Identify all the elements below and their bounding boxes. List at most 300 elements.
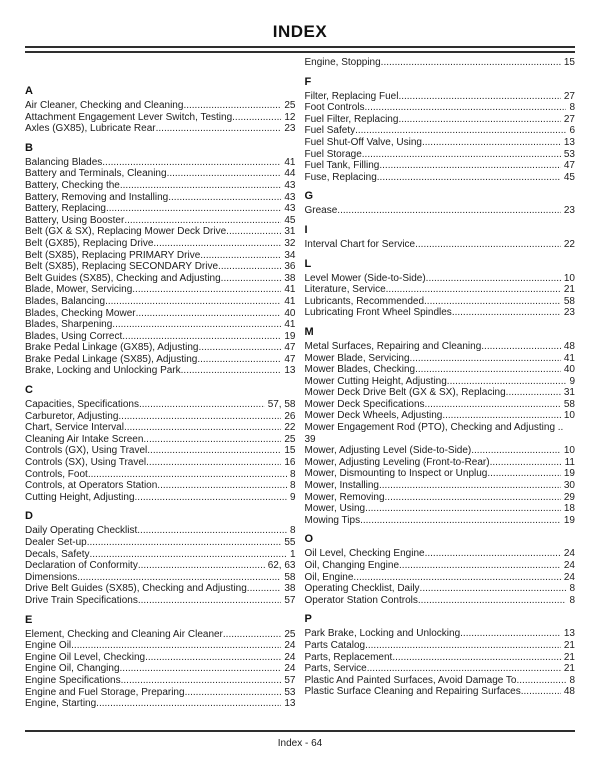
index-entry xyxy=(25,457,296,469)
index-entry-page: 24 xyxy=(563,548,575,560)
index-entry-page: 13 xyxy=(284,698,296,710)
index-entry xyxy=(25,411,296,423)
index-entry xyxy=(25,399,296,411)
index-entry-label: Battery, Removing and Installing xyxy=(25,191,169,203)
index-entry-page: 57 xyxy=(284,594,296,606)
dot-leader xyxy=(138,560,265,572)
index-entry-label: Controls (GX), Using Travel xyxy=(25,445,148,457)
index-entry-label: Engine, Starting xyxy=(25,698,97,710)
dot-leader xyxy=(138,595,282,607)
index-entry-page: 22 xyxy=(563,238,575,250)
index-entry-label: Mower, Adjusting Leveling (Front-to-Rear) xyxy=(304,456,490,468)
index-entry xyxy=(25,492,296,504)
index-entry-page: 24 xyxy=(284,663,296,675)
index-entry xyxy=(25,583,296,595)
index-entry xyxy=(305,205,576,217)
dot-leader xyxy=(377,172,561,184)
index-entry-page: 41 xyxy=(284,284,296,296)
index-entry-page: 48 xyxy=(563,686,575,698)
dot-leader xyxy=(379,480,561,492)
index-entry-page: 23 xyxy=(563,307,575,319)
index-entry-page: 23 xyxy=(563,205,575,217)
index-entry xyxy=(25,354,296,366)
index-entry-page: 43 xyxy=(284,203,296,215)
index-entry-page: 41 xyxy=(563,352,575,364)
index-entry-label: Engine Oil Level, Checking xyxy=(25,651,146,663)
index-entry-label: Decals, Safety xyxy=(25,548,90,560)
index-entry xyxy=(305,503,576,515)
dot-leader xyxy=(146,457,281,469)
index-entry-label: Chart, Service Interval xyxy=(25,422,124,434)
index-entry-label: Engine and Fuel Storage, Preparing xyxy=(25,686,185,698)
index-entry xyxy=(305,686,576,698)
index-entry xyxy=(25,296,296,308)
index-entry xyxy=(25,687,296,699)
dot-leader xyxy=(118,411,281,423)
index-entry xyxy=(305,284,576,296)
index-entry-page: 13 xyxy=(563,628,575,640)
index-entry xyxy=(305,663,576,675)
dot-leader xyxy=(198,342,281,354)
dot-leader xyxy=(521,686,561,698)
dot-leader xyxy=(424,296,561,308)
index-entry-label: Fuel Storage xyxy=(304,148,362,160)
dot-leader xyxy=(420,583,567,595)
index-columns xyxy=(25,57,575,710)
index-entry-page: 58 xyxy=(284,571,296,583)
dot-leader xyxy=(167,168,282,180)
index-entry-page: 53 xyxy=(284,686,296,698)
dot-leader xyxy=(185,687,282,699)
index-entry xyxy=(305,273,576,285)
dot-leader xyxy=(153,238,281,250)
dot-leader xyxy=(442,410,561,422)
index-entry xyxy=(25,261,296,273)
dot-leader xyxy=(422,137,561,149)
index-entry xyxy=(305,445,576,457)
index-entry xyxy=(305,572,576,584)
dot-leader xyxy=(143,434,281,446)
dot-leader xyxy=(337,205,561,217)
dot-leader xyxy=(124,422,281,434)
section-letter: A xyxy=(25,85,33,97)
index-entry-label: Fuel Tank, Filling xyxy=(304,160,380,172)
index-entry-label: Balancing Blades xyxy=(25,156,103,168)
index-entry-label: Dimensions xyxy=(25,571,78,583)
dot-leader xyxy=(385,492,561,504)
index-entry xyxy=(305,160,576,172)
index-entry xyxy=(25,168,296,180)
index-entry-page: 38 xyxy=(284,583,296,595)
section-letter: M xyxy=(304,325,314,338)
index-entry-page: 27 xyxy=(563,113,575,125)
index-entry xyxy=(305,560,576,572)
index-entry-label: Engine Oil xyxy=(25,640,72,652)
index-entry-label: Belt (GX85), Replacing Drive xyxy=(25,237,154,249)
index-entry-label: Battery, Checking the xyxy=(25,179,120,191)
index-entry-label: Mower, Installing xyxy=(304,480,379,492)
index-entry-page: 19 xyxy=(284,330,296,342)
index-entry-page: 15 xyxy=(563,57,575,68)
dot-leader xyxy=(200,250,281,262)
index-entry-page: 31 xyxy=(563,387,575,399)
index-entry xyxy=(25,284,296,296)
index-entry xyxy=(305,468,576,480)
index-entry xyxy=(25,525,296,537)
dot-leader xyxy=(77,572,281,584)
index-entry xyxy=(25,157,296,169)
index-entry xyxy=(305,457,576,469)
index-entry-page: 15 xyxy=(284,445,296,457)
index-entry-page: 8 xyxy=(289,525,296,537)
section-letter: B xyxy=(25,141,33,154)
index-entry xyxy=(25,629,296,641)
index-entry xyxy=(25,180,296,192)
dot-leader xyxy=(221,273,282,285)
index-entry-page: 58 xyxy=(563,398,575,410)
index-entry xyxy=(25,365,296,377)
section-letter: P xyxy=(304,613,312,626)
dot-leader xyxy=(139,399,265,411)
index-entry-page: 41 xyxy=(284,295,296,307)
index-entry xyxy=(305,91,576,103)
index-entry xyxy=(305,399,576,411)
index-entry-label: Literature, Service xyxy=(304,284,386,296)
index-entry-page: 11 xyxy=(564,456,575,468)
index-entry-page: 44 xyxy=(284,168,296,180)
index-entry-page: 24 xyxy=(563,571,575,583)
index-entry xyxy=(25,595,296,607)
index-entry-label: Belt Guides (SX85), Checking and Adjusting xyxy=(25,272,221,284)
index-entry-label: Belt (SX85), Replacing PRIMARY Drive xyxy=(25,249,201,261)
index-entry xyxy=(305,353,576,365)
dot-leader xyxy=(379,160,561,172)
index-entry-label: Plastic Surface Cleaning and Repairing Surfaces xyxy=(304,686,521,698)
index-entry-page: 45 xyxy=(284,214,296,226)
index-entry-page: 21 xyxy=(563,663,575,675)
index-entry-page: 47 xyxy=(284,353,296,365)
index-entry-page: 21 xyxy=(563,639,575,651)
footer-rule xyxy=(25,730,575,732)
index-entry xyxy=(25,308,296,320)
dot-leader xyxy=(516,675,566,687)
index-entry-label: Metal Surfaces, Repairing and Cleaning xyxy=(304,340,482,352)
index-entry-label: Park Brake, Locking and Unlocking xyxy=(304,628,461,640)
index-entry-label: Element, Checking and Cleaning Air Cleaner xyxy=(25,628,223,640)
index-entry-label: Plastic And Painted Surfaces, Avoid Damage To xyxy=(304,674,517,686)
index-entry-page: 9 xyxy=(289,491,296,503)
index-entry-page: 24 xyxy=(284,640,296,652)
index-entry-label: Oil Level, Checking Engine xyxy=(304,548,425,560)
dot-leader xyxy=(415,239,561,251)
section-letter: E xyxy=(25,613,33,626)
index-entry-page: 41 xyxy=(284,319,296,331)
index-entry-label: Declaration of Conformity xyxy=(25,560,138,572)
index-entry-label: Drive Train Specifications xyxy=(25,594,138,606)
index-entry-page: 19 xyxy=(563,514,575,526)
section-letter: C xyxy=(25,384,33,397)
index-entry xyxy=(305,364,576,376)
dot-leader xyxy=(122,331,281,343)
index-entry-label: Battery, Using Booster xyxy=(25,214,125,226)
index-entry xyxy=(305,652,576,664)
index-entry-page: 25 xyxy=(284,100,296,111)
index-entry-page: 10 xyxy=(563,445,575,457)
index-entry-page: 43 xyxy=(284,191,296,203)
index-entry-label: Cleaning Air Intake Screen xyxy=(25,433,144,445)
dot-leader xyxy=(218,261,281,273)
index-entry-page: 57 xyxy=(284,674,296,686)
index-entry-label: Level Mower (Side-to-Side) xyxy=(304,272,426,284)
index-entry xyxy=(25,480,296,492)
dot-leader xyxy=(121,675,282,687)
index-entry-label: Blades, Sharpening xyxy=(25,319,113,331)
index-entry xyxy=(305,149,576,161)
index-entry-label: Blades, Balancing xyxy=(25,295,106,307)
dot-leader xyxy=(399,560,561,572)
index-entry-page: 16 xyxy=(284,457,296,469)
index-entry-label: Mower Cutting Height, Adjusting xyxy=(304,375,447,387)
index-entry-label: Fuel Safety xyxy=(304,125,356,137)
index-entry-page: 58 xyxy=(563,295,575,307)
dot-leader xyxy=(102,157,281,169)
index-entry-label: Controls, Foot xyxy=(25,468,88,480)
index-entry-label: Fuel Shut-Off Valve, Using xyxy=(304,136,422,148)
index-entry-page: 43 xyxy=(284,179,296,191)
dot-leader xyxy=(460,628,561,640)
index-entry-label: Filter, Replacing Fuel xyxy=(304,90,399,102)
dot-leader xyxy=(226,226,281,238)
index-entry-label: Grease xyxy=(304,205,338,217)
index-entry xyxy=(305,376,576,388)
dot-leader xyxy=(105,296,281,308)
dot-leader xyxy=(398,114,560,126)
index-entry-page: 31 xyxy=(284,226,296,238)
dot-leader xyxy=(506,387,561,399)
dot-leader xyxy=(88,469,287,481)
index-entry-page: 40 xyxy=(284,307,296,319)
header-double-rule xyxy=(25,46,575,53)
index-entry-label: Oil, Engine xyxy=(304,571,354,583)
index-entry-page: 6 xyxy=(569,125,575,137)
index-entry xyxy=(305,341,576,353)
index-entry-page: 19 xyxy=(563,468,575,480)
index-entry-label: Mower, Adjusting Level (Side-to-Side) xyxy=(304,445,472,457)
index-entry-label: Axles (GX85), Lubricate Rear xyxy=(25,123,156,135)
index-entry-page: 21 xyxy=(563,651,575,663)
index-entry xyxy=(305,492,576,504)
index-entry xyxy=(305,583,576,595)
index-entry-label: Parts Catalog xyxy=(304,639,366,651)
dot-leader xyxy=(471,445,561,457)
dot-leader xyxy=(120,663,282,675)
index-entry-label: Attachment Engagement Lever Switch, Testing xyxy=(25,111,233,123)
index-entry-page: 34 xyxy=(284,249,296,261)
dot-leader xyxy=(106,203,281,215)
index-entry-page: 25 xyxy=(284,433,296,445)
index-entry-label: Mower, Using xyxy=(304,503,366,515)
dot-leader xyxy=(135,492,287,504)
section-letter: D xyxy=(25,510,33,523)
index-entry-label: Mower, Removing xyxy=(304,491,385,503)
index-entry xyxy=(25,663,296,675)
index-entry-page: 22 xyxy=(284,422,296,434)
index-column-2 xyxy=(305,57,576,710)
index-entry-page: 47 xyxy=(563,160,575,172)
index-entry-page: 24 xyxy=(563,560,575,571)
index-entry xyxy=(25,698,296,710)
index-entry xyxy=(305,640,576,652)
index-entry-page: 53 xyxy=(563,148,575,160)
index-entry-label: Mower Blades, Checking xyxy=(304,364,416,376)
dot-leader xyxy=(157,480,287,492)
dot-leader xyxy=(353,572,560,584)
index-entry-page: 8 xyxy=(569,594,575,606)
section-letter: I xyxy=(304,223,308,236)
index-entry-label: Brake Pedal Linkage (GX85), Adjusting xyxy=(25,342,199,354)
index-entry-page: 30 xyxy=(563,480,575,492)
index-entry xyxy=(305,422,576,445)
dot-leader xyxy=(426,273,561,285)
dot-leader xyxy=(89,549,286,561)
dot-leader xyxy=(71,640,281,652)
index-entry-label: Drive Belt Guides (SX85), Checking and Adjusting xyxy=(25,583,247,595)
index-entry xyxy=(25,469,296,481)
index-entry xyxy=(305,595,576,607)
section-letter: O xyxy=(304,533,314,546)
dot-leader xyxy=(156,123,282,135)
index-entry-page: 48 xyxy=(563,340,575,352)
index-entry xyxy=(305,307,576,319)
index-entry-page: 24 xyxy=(284,651,296,663)
index-entry-page: 1 xyxy=(289,548,296,560)
dot-leader xyxy=(137,525,287,537)
dot-leader xyxy=(365,640,561,652)
index-entry-label: Mower Deck Wheels, Adjusting xyxy=(304,410,443,422)
index-entry-page: 8 xyxy=(289,468,296,480)
index-entry-page: 29 xyxy=(563,491,575,503)
index-entry-label: Battery, Replacing xyxy=(25,203,106,215)
index-entry-page: 41 xyxy=(284,156,296,168)
index-entry-label: Air Cleaner, Checking and Cleaning xyxy=(25,100,184,111)
section-letter: G xyxy=(304,190,314,203)
index-entry xyxy=(25,331,296,343)
index-entry-label: Lubricants, Recommended xyxy=(304,295,425,307)
index-entry-label: Daily Operating Checklist xyxy=(25,525,138,537)
dot-leader xyxy=(96,698,281,710)
index-entry xyxy=(305,102,576,114)
index-entry-page: 8 xyxy=(569,583,575,595)
section-letter: F xyxy=(304,75,312,88)
index-entry xyxy=(25,192,296,204)
dot-leader xyxy=(418,595,567,607)
index-entry-label: Interval Chart for Service xyxy=(304,238,416,250)
index-entry-page: 12 xyxy=(284,111,296,123)
index-entry-page: 45 xyxy=(563,171,575,183)
index-entry xyxy=(25,238,296,250)
index-entry xyxy=(25,319,296,331)
index-entry-label: Dealer Set-up xyxy=(25,537,87,548)
index-entry-page: 23 xyxy=(284,123,296,135)
index-entry xyxy=(25,572,296,584)
index-entry-label: Controls (SX), Using Travel xyxy=(25,457,147,469)
index-entry xyxy=(25,100,296,112)
index-entry-label: Foot Controls xyxy=(304,102,365,114)
page-title: INDEX xyxy=(272,22,328,41)
index-entry-page: 10 xyxy=(563,410,575,422)
index-entry-page: 26 xyxy=(284,410,296,422)
index-entry-label: Mower Deck Drive Belt (GX & SX), Replacing xyxy=(304,387,506,399)
index-entry-label: Mower Blade, Servicing xyxy=(304,352,410,364)
index-entry xyxy=(25,250,296,262)
index-entry-label: Blades, Checking Mower xyxy=(25,307,136,319)
index-entry-page: 8 xyxy=(569,102,575,114)
index-entry xyxy=(25,675,296,687)
dot-leader xyxy=(136,308,282,320)
index-entry-page: 39 xyxy=(304,433,316,445)
index-entry-page: 9 xyxy=(569,375,575,387)
index-entry xyxy=(305,675,576,687)
index-entry-page: 40 xyxy=(563,364,575,376)
index-entry-page: 47 xyxy=(284,342,296,354)
index-entry xyxy=(305,172,576,184)
dot-leader xyxy=(183,100,281,112)
dot-leader xyxy=(132,284,281,296)
index-entry-label: Controls, at Operators Station xyxy=(25,480,158,492)
index-entry-page: 25 xyxy=(284,628,296,640)
index-entry-label: Operating Checklist, Daily xyxy=(304,583,420,595)
index-entry-page: 18 xyxy=(563,503,575,515)
dot-leader xyxy=(223,629,281,641)
index-entry xyxy=(25,652,296,664)
index-entry-label: Engine, Stopping xyxy=(304,57,381,68)
index-entry xyxy=(305,480,576,492)
index-entry-page: 13 xyxy=(563,136,575,148)
index-entry-label: Operator Station Controls xyxy=(304,594,418,606)
dot-leader xyxy=(87,537,282,549)
index-entry xyxy=(305,114,576,126)
index-entry xyxy=(305,239,576,251)
dot-leader xyxy=(247,583,282,595)
dot-leader xyxy=(381,57,561,69)
dot-leader xyxy=(487,468,561,480)
index-entry xyxy=(25,112,296,124)
index-entry xyxy=(25,549,296,561)
dot-leader xyxy=(120,180,282,192)
index-entry xyxy=(25,537,296,549)
index-entry xyxy=(25,422,296,434)
dot-leader xyxy=(425,548,561,560)
dot-leader xyxy=(425,399,561,411)
index-entry-page: 8 xyxy=(289,480,296,492)
index-entry xyxy=(305,137,576,149)
index-entry-page: 36 xyxy=(284,261,296,273)
index-entry-label: Engine Specifications xyxy=(25,674,121,686)
dot-leader xyxy=(447,376,567,388)
index-entry-label: Mowing Tips xyxy=(304,514,361,526)
dot-leader xyxy=(386,284,561,296)
dot-leader xyxy=(392,652,561,664)
index-entry-label: Blade, Mower, Servicing xyxy=(25,284,133,296)
dot-leader xyxy=(360,515,561,527)
dot-leader xyxy=(410,353,561,365)
dot-leader xyxy=(197,354,281,366)
index-entry-page: 21 xyxy=(563,284,575,296)
index-entry-page: 38 xyxy=(284,272,296,284)
index-entry-label: Fuse, Replacing xyxy=(304,171,377,183)
index-entry-page: 62, 63 xyxy=(267,560,296,572)
index-entry xyxy=(25,226,296,238)
